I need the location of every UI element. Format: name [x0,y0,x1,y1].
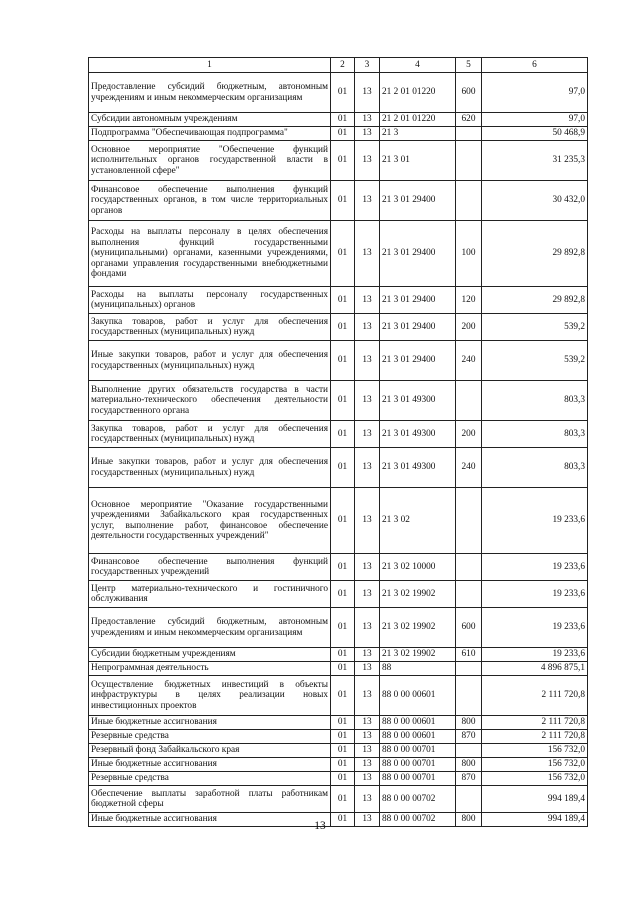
table-row [89,341,588,381]
row-amount: 994 189,4 [482,813,588,827]
row-section: 01 [331,581,355,608]
row-name: Иные бюджетные ассигнования [89,716,331,730]
row-expense-type: 240 [456,341,482,381]
table-row [89,581,588,608]
row-amount: 19 233,6 [482,608,588,648]
row-subsection: 13 [355,141,380,181]
row-amount: 803,3 [482,381,588,421]
row-expense-type: 800 [456,813,482,827]
row-subsection: 13 [355,758,380,772]
row-target-code: 88 0 00 00701 [380,758,456,772]
row-section: 01 [331,758,355,772]
row-name: Резервные средства [89,730,331,744]
row-target-code: 88 [380,662,456,676]
row-expense-type [456,786,482,813]
row-name: Непрограммная деятельность [89,662,331,676]
row-section: 01 [331,554,355,581]
header-col-5: 5 [456,58,482,73]
row-expense-type: 870 [456,730,482,744]
row-amount: 539,2 [482,314,588,341]
table-row [89,730,588,744]
row-amount: 30 432,0 [482,181,588,221]
row-section: 01 [331,314,355,341]
row-name: Иные закупки товаров, работ и услуг для обеспечения государственных (муниципальных) нужд [89,448,331,488]
table-row [89,381,588,421]
row-expense-type [456,181,482,221]
row-subsection: 13 [355,341,380,381]
row-expense-type: 240 [456,448,482,488]
row-target-code: 88 0 00 00601 [380,676,456,716]
row-name: Выполнение других обязательств государства в части материально-технического обеспечения деятельности государственного органа [89,381,331,421]
row-target-code: 88 0 00 00702 [380,786,456,813]
row-amount: 97,0 [482,113,588,127]
row-target-code: 21 3 01 29400 [380,181,456,221]
table-row [89,662,588,676]
row-target-code: 21 3 [380,127,456,141]
row-subsection: 13 [355,488,380,554]
budget-table [88,57,588,827]
row-target-code: 21 3 01 29400 [380,221,456,287]
row-expense-type: 600 [456,73,482,113]
row-section: 01 [331,221,355,287]
row-subsection: 13 [355,813,380,827]
row-name: Резервный фонд Забайкальского края [89,744,331,758]
row-expense-type [456,488,482,554]
row-section: 01 [331,786,355,813]
row-name: Иные бюджетные ассигнования [89,813,331,827]
row-subsection: 13 [355,648,380,662]
row-name: Предоставление субсидий бюджетным, автономным учреждениям и иным некоммерческим организациям [89,73,331,113]
row-name: Финансовое обеспечение выполнения функций государственных органов, в том числе территориальных органов [89,181,331,221]
row-target-code: 21 3 01 49300 [380,448,456,488]
row-amount: 19 233,6 [482,488,588,554]
row-subsection: 13 [355,676,380,716]
row-subsection: 13 [355,381,380,421]
row-name: Основное мероприятие "Оказание государственными учреждениями Забайкальского края государственных услуг, выполнение работ, финансовое обеспечение деятельности государственных учреждений" [89,488,331,554]
row-target-code: 88 0 00 00701 [380,744,456,758]
row-name: Центр материально-технического и гостиничного обслуживания [89,581,331,608]
row-subsection: 13 [355,181,380,221]
row-target-code: 88 0 00 00601 [380,716,456,730]
row-expense-type [456,676,482,716]
row-target-code: 21 2 01 01220 [380,113,456,127]
row-section: 01 [331,127,355,141]
row-expense-type [456,744,482,758]
row-target-code: 21 3 01 29400 [380,341,456,381]
row-subsection: 13 [355,662,380,676]
row-subsection: 13 [355,716,380,730]
row-section: 01 [331,648,355,662]
row-target-code: 88 0 00 00601 [380,730,456,744]
row-expense-type: 600 [456,608,482,648]
row-name: Осуществление бюджетных инвестиций в объекты инфраструктуры в целях реализации новых инвестиционных проектов [89,676,331,716]
row-subsection: 13 [355,554,380,581]
row-section: 01 [331,772,355,786]
table-row [89,314,588,341]
row-target-code: 88 0 00 00702 [380,813,456,827]
row-section: 01 [331,381,355,421]
row-amount: 2 111 720,8 [482,730,588,744]
table-row [89,181,588,221]
row-subsection: 13 [355,314,380,341]
table-row [89,113,588,127]
row-target-code: 21 3 02 19902 [380,608,456,648]
row-name: Обеспечение выплаты заработной платы работникам бюджетной сферы [89,786,331,813]
row-name: Финансовое обеспечение выполнения функций государственных учреждений [89,554,331,581]
row-section: 01 [331,676,355,716]
row-amount: 31 235,3 [482,141,588,181]
row-section: 01 [331,113,355,127]
row-subsection: 13 [355,772,380,786]
row-subsection: 13 [355,287,380,314]
table-row [89,744,588,758]
table-row [89,716,588,730]
row-name: Закупка товаров, работ и услуг для обеспечения государственных (муниципальных) нужд [89,421,331,448]
row-section: 01 [331,421,355,448]
row-target-code: 21 3 01 29400 [380,287,456,314]
row-expense-type: 610 [456,648,482,662]
table-row [89,554,588,581]
header-col-3: 3 [355,58,380,73]
row-target-code: 21 3 02 10000 [380,554,456,581]
row-target-code: 21 2 01 01220 [380,73,456,113]
row-amount: 19 233,6 [482,648,588,662]
row-section: 01 [331,662,355,676]
table-row [89,287,588,314]
row-section: 01 [331,141,355,181]
row-amount: 156 732,0 [482,758,588,772]
row-amount: 803,3 [482,421,588,448]
row-name: Подпрограмма "Обеспечивающая подпрограмма" [89,127,331,141]
row-target-code: 21 3 01 [380,141,456,181]
row-section: 01 [331,488,355,554]
row-target-code: 21 3 02 19902 [380,581,456,608]
row-target-code: 21 3 02 19902 [380,648,456,662]
header-col-6: 6 [482,58,588,73]
table-row [89,221,588,287]
row-subsection: 13 [355,744,380,758]
table-row [89,648,588,662]
header-row [89,58,588,73]
row-subsection: 13 [355,73,380,113]
table-row [89,488,588,554]
row-name: Расходы на выплаты персоналу государственных (муниципальных) органов [89,287,331,314]
row-subsection: 13 [355,421,380,448]
row-amount: 29 892,8 [482,287,588,314]
row-expense-type: 200 [456,314,482,341]
row-amount: 50 468,9 [482,127,588,141]
row-target-code: 21 3 01 29400 [380,314,456,341]
table-row [89,421,588,448]
row-subsection: 13 [355,113,380,127]
row-target-code: 21 3 01 49300 [380,381,456,421]
row-amount: 156 732,0 [482,772,588,786]
row-expense-type: 100 [456,221,482,287]
table-row [89,772,588,786]
table-row [89,758,588,772]
row-amount: 994 189,4 [482,786,588,813]
row-amount: 97,0 [482,73,588,113]
row-amount: 2 111 720,8 [482,676,588,716]
row-name: Основное мероприятие "Обеспечение функций исполнительных органов государственной власти в установленной сфере" [89,141,331,181]
row-subsection: 13 [355,786,380,813]
row-expense-type: 870 [456,772,482,786]
row-expense-type [456,554,482,581]
table-row [89,73,588,113]
row-amount: 29 892,8 [482,221,588,287]
table-body [89,73,588,827]
row-subsection: 13 [355,127,380,141]
row-name: Субсидии бюджетным учреждениям [89,648,331,662]
row-name: Иные закупки товаров, работ и услуг для обеспечения государственных (муниципальных) нужд [89,341,331,381]
row-amount: 19 233,6 [482,554,588,581]
row-expense-type: 200 [456,421,482,448]
row-section: 01 [331,73,355,113]
table-row [89,786,588,813]
row-expense-type: 800 [456,758,482,772]
row-amount: 156 732,0 [482,744,588,758]
row-expense-type [456,141,482,181]
row-subsection: 13 [355,581,380,608]
row-amount: 2 111 720,8 [482,716,588,730]
header-col-2: 2 [331,58,355,73]
row-expense-type [456,662,482,676]
row-section: 01 [331,744,355,758]
row-name: Предоставление субсидий бюджетным, автономным учреждениям и иным некоммерческим организациям [89,608,331,648]
row-subsection: 13 [355,730,380,744]
row-name: Иные бюджетные ассигнования [89,758,331,772]
row-expense-type: 800 [456,716,482,730]
row-expense-type [456,127,482,141]
row-expense-type [456,381,482,421]
row-expense-type: 620 [456,113,482,127]
table-row [89,127,588,141]
row-name: Субсидии автономным учреждениям [89,113,331,127]
row-amount: 539,2 [482,341,588,381]
row-section: 01 [331,730,355,744]
row-section: 01 [331,287,355,314]
row-section: 01 [331,608,355,648]
row-section: 01 [331,448,355,488]
row-name: Расходы на выплаты персоналу в целях обеспечения выполнения функций государственными (муниципальными) органами, казенными учреждениями, органами управления государственными внебюджетными фондами [89,221,331,287]
table-row [89,448,588,488]
row-subsection: 13 [355,448,380,488]
table-row [89,676,588,716]
row-amount: 803,3 [482,448,588,488]
row-subsection: 13 [355,608,380,648]
row-name: Резервные средства [89,772,331,786]
row-expense-type [456,581,482,608]
row-section: 01 [331,181,355,221]
row-subsection: 13 [355,221,380,287]
header-col-4: 4 [380,58,456,73]
row-name: Закупка товаров, работ и услуг для обеспечения государственных (муниципальных) нужд [89,314,331,341]
page-number: 13 [314,820,326,832]
row-section: 01 [331,716,355,730]
row-target-code: 88 0 00 00701 [380,772,456,786]
row-target-code: 21 3 02 [380,488,456,554]
row-target-code: 21 3 01 49300 [380,421,456,448]
row-section: 01 [331,813,355,827]
header-col-1: 1 [89,58,331,73]
row-amount: 4 896 875,1 [482,662,588,676]
row-expense-type: 120 [456,287,482,314]
table-row [89,608,588,648]
row-section: 01 [331,341,355,381]
row-amount: 19 233,6 [482,581,588,608]
table-row [89,141,588,181]
